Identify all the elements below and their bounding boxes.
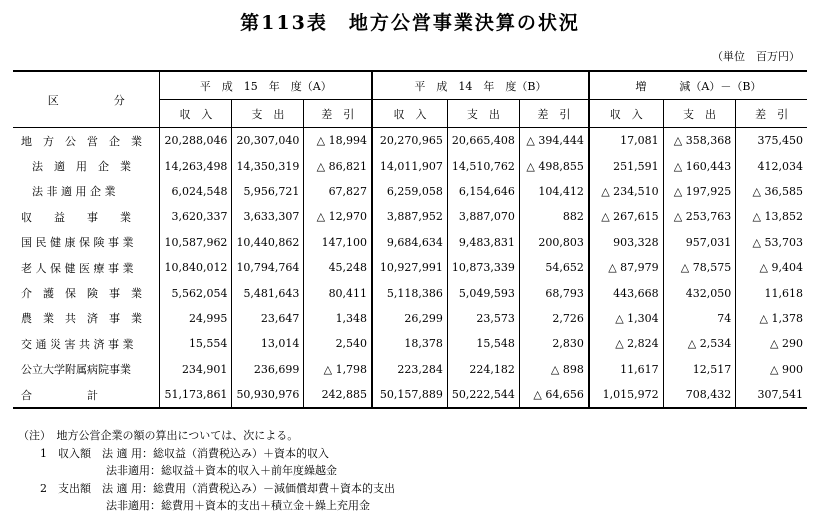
table-row — [13, 179, 807, 204]
cell-b-in: 14,011,907 — [372, 153, 447, 178]
cell-a-diff: 45,248 — [304, 255, 372, 280]
cell-a-diff: △ 1,798 — [304, 357, 372, 382]
cell-b-out: 14,510,762 — [447, 153, 519, 178]
cell-c-out: △ 2,534 — [663, 331, 736, 356]
header-a-diff: 差 引 — [304, 100, 372, 128]
row-category: 農 業 共 済 事 業 — [21, 312, 142, 326]
note-line: （注） 地方公営企業の額の算出については、次による。 — [18, 429, 299, 442]
cell-b-out: 9,483,831 — [447, 230, 519, 255]
cell-b-diff: 200,803 — [519, 230, 588, 255]
header-group-c: 増 減（A）－（B） — [589, 71, 807, 100]
cell-b-in: 10,927,991 — [372, 255, 447, 280]
cell-c-out: 12,517 — [663, 357, 736, 382]
cell-a-in: 20,288,046 — [160, 128, 232, 154]
cell-c-in: △ 1,304 — [589, 306, 663, 331]
total-row — [13, 382, 807, 408]
cell-a-in: 15,554 — [160, 331, 232, 356]
cell-a-in: 6,024,548 — [160, 179, 232, 204]
cell-c-diff: △ 900 — [736, 357, 807, 382]
cell-a-diff: △ 18,994 — [304, 128, 372, 154]
header-category: 区 分 — [13, 71, 160, 128]
cell-c-out: 708,432 — [663, 382, 736, 408]
cell-b-diff: 882 — [519, 204, 588, 229]
cell-b-in: 223,284 — [372, 357, 447, 382]
cell-b-diff: 2,726 — [519, 306, 588, 331]
row-category: 交 通 災 害 共 済 事 業 — [21, 337, 134, 351]
table-row — [13, 230, 807, 255]
cell-b-diff: 68,793 — [519, 280, 588, 305]
cell-c-in: 1,015,972 — [589, 382, 663, 408]
cell-b-diff: 104,412 — [519, 179, 588, 204]
cell-a-diff: 2,540 — [304, 331, 372, 356]
cell-b-diff: △ 394,444 — [519, 128, 588, 154]
notes — [18, 427, 395, 515]
cell-a-out: 20,307,040 — [232, 128, 304, 154]
cell-b-in: 3,887,952 — [372, 204, 447, 229]
cell-b-diff: 54,652 — [519, 255, 588, 280]
header-b-income: 収 入 — [372, 100, 447, 128]
cell-a-in: 24,995 — [160, 306, 232, 331]
header-c-diff: 差 引 — [736, 100, 807, 128]
cell-b-in: 26,299 — [372, 306, 447, 331]
cell-b-out: 3,887,070 — [447, 204, 519, 229]
cell-a-diff: 80,411 — [304, 280, 372, 305]
cell-c-in: △ 234,510 — [589, 179, 663, 204]
header-group-b: 平 成 14 年 度（B） — [372, 71, 589, 100]
cell-c-out: 74 — [663, 306, 736, 331]
cell-b-out: 15,548 — [447, 331, 519, 356]
table-row — [13, 153, 807, 178]
cell-a-in: 14,263,498 — [160, 153, 232, 178]
cell-b-in: 5,118,386 — [372, 280, 447, 305]
cell-a-out: 5,481,643 — [232, 280, 304, 305]
cell-c-in: 443,668 — [589, 280, 663, 305]
header-a-expense: 支 出 — [232, 100, 304, 128]
cell-c-diff: △ 1,378 — [736, 306, 807, 331]
cell-a-out: 13,014 — [232, 331, 304, 356]
row-category: 公立大学附属病院事業 — [21, 363, 131, 377]
table-row — [13, 128, 807, 154]
row-category: 国 民 健 康 保 険 事 業 — [21, 236, 134, 250]
cell-c-diff: △ 290 — [736, 331, 807, 356]
note-line: 法非適用：総費用＋資本的支出＋積立金＋繰上充用金 — [18, 499, 370, 512]
row-category: 地 方 公 営 企 業 — [21, 134, 142, 148]
cell-b-out: 10,873,339 — [447, 255, 519, 280]
cell-a-in: 51,173,861 — [160, 382, 232, 408]
cell-c-out: △ 78,575 — [663, 255, 736, 280]
cell-a-out: 3,633,307 — [232, 204, 304, 229]
cell-a-diff: 147,100 — [304, 230, 372, 255]
cell-a-in: 5,562,054 — [160, 280, 232, 305]
cell-b-out: 5,049,593 — [447, 280, 519, 305]
cell-a-in: 3,620,337 — [160, 204, 232, 229]
row-category: 法 非 適 用 企 業 — [21, 185, 116, 199]
cell-c-in: 17,081 — [589, 128, 663, 154]
cell-c-in: 903,328 — [589, 230, 663, 255]
row-category: 老 人 保 健 医 療 事 業 — [21, 261, 134, 275]
cell-a-out: 5,956,721 — [232, 179, 304, 204]
header-a-income: 収 入 — [160, 100, 232, 128]
row-category: 合 計 — [21, 388, 98, 402]
cell-a-in: 234,901 — [160, 357, 232, 382]
cell-c-in: △ 267,615 — [589, 204, 663, 229]
cell-a-in: 10,587,962 — [160, 230, 232, 255]
cell-c-diff: △ 53,703 — [736, 230, 807, 255]
cell-a-diff: 67,827 — [304, 179, 372, 204]
cell-c-out: △ 160,443 — [663, 153, 736, 178]
row-category: 法 適 用 企 業 — [21, 160, 131, 174]
cell-c-diff: 11,618 — [736, 280, 807, 305]
cell-b-out: 224,182 — [447, 357, 519, 382]
table-row — [13, 280, 807, 305]
cell-a-in: 10,840,012 — [160, 255, 232, 280]
cell-c-in: 251,591 — [589, 153, 663, 178]
cell-b-in: 9,684,634 — [372, 230, 447, 255]
cell-c-out: △ 253,763 — [663, 204, 736, 229]
cell-c-diff: 412,034 — [736, 153, 807, 178]
page-title: 第113表 地方公営事業決算の状況 — [240, 12, 580, 34]
cell-a-out: 10,794,764 — [232, 255, 304, 280]
header-c-income: 収 入 — [589, 100, 663, 128]
header-b-diff: 差 引 — [519, 100, 588, 128]
cell-c-diff: 307,541 — [736, 382, 807, 408]
cell-a-diff: 242,885 — [304, 382, 372, 408]
cell-a-diff: △ 86,821 — [304, 153, 372, 178]
note-line: 1 収入額 法 適 用：総収益（消費税込み）＋資本的収入 — [18, 446, 329, 460]
cell-b-diff: △ 498,855 — [519, 153, 588, 178]
cell-c-out: △ 358,368 — [663, 128, 736, 154]
cell-c-diff: △ 36,585 — [736, 179, 807, 204]
cell-a-out: 50,930,976 — [232, 382, 304, 408]
cell-c-in: △ 87,979 — [589, 255, 663, 280]
cell-b-in: 20,270,965 — [372, 128, 447, 154]
cell-b-out: 23,573 — [447, 306, 519, 331]
row-category: 収 益 事 業 — [21, 210, 131, 224]
cell-c-in: △ 2,824 — [589, 331, 663, 356]
cell-a-out: 14,350,319 — [232, 153, 304, 178]
unit-label: （単位 百万円） — [712, 50, 800, 63]
table-row — [13, 306, 807, 331]
table-row — [13, 255, 807, 280]
table-row — [13, 357, 807, 382]
header-group-a: 平 成 15 年 度（A） — [160, 71, 372, 100]
cell-b-in: 50,157,889 — [372, 382, 447, 408]
cell-c-out: 432,050 — [663, 280, 736, 305]
cell-b-out: 50,222,544 — [447, 382, 519, 408]
settlement-table — [13, 70, 807, 409]
cell-c-in: 11,617 — [589, 357, 663, 382]
cell-b-out: 6,154,646 — [447, 179, 519, 204]
cell-a-out: 236,699 — [232, 357, 304, 382]
cell-a-out: 23,647 — [232, 306, 304, 331]
cell-c-diff: △ 13,852 — [736, 204, 807, 229]
cell-a-diff: 1,348 — [304, 306, 372, 331]
cell-a-diff: △ 12,970 — [304, 204, 372, 229]
cell-c-out: △ 197,925 — [663, 179, 736, 204]
header-c-expense: 支 出 — [663, 100, 736, 128]
row-category: 介 護 保 険 事 業 — [21, 287, 142, 301]
table-row — [13, 204, 807, 229]
cell-c-out: 957,031 — [663, 230, 736, 255]
cell-c-diff: △ 9,404 — [736, 255, 807, 280]
cell-c-diff: 375,450 — [736, 128, 807, 154]
cell-b-out: 20,665,408 — [447, 128, 519, 154]
note-line: 2 支出額 法 適 用：総費用（消費税込み）－減価償却費＋資本的支出 — [18, 481, 395, 495]
cell-b-diff: △ 64,656 — [519, 382, 588, 408]
cell-a-out: 10,440,862 — [232, 230, 304, 255]
header-b-expense: 支 出 — [447, 100, 519, 128]
cell-b-in: 18,378 — [372, 331, 447, 356]
cell-b-in: 6,259,058 — [372, 179, 447, 204]
table-row — [13, 331, 807, 356]
cell-b-diff: △ 898 — [519, 357, 588, 382]
note-line: 法非適用：総収益＋資本的収入＋前年度繰越金 — [18, 464, 337, 477]
cell-b-diff: 2,830 — [519, 331, 588, 356]
